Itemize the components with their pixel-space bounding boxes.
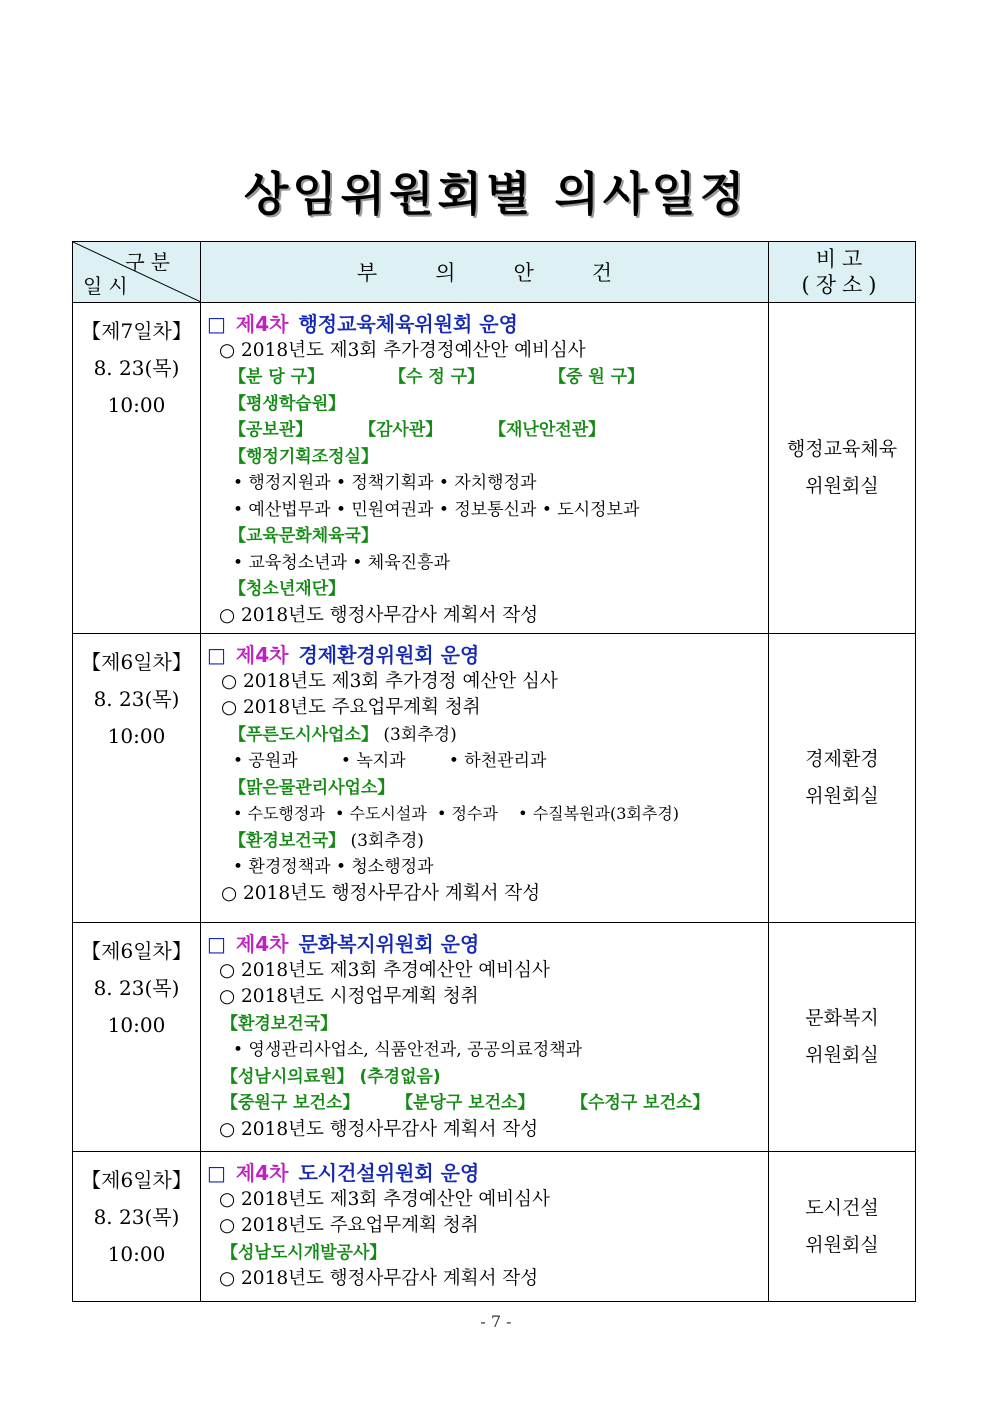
dept-list: • 교육청소년과 • 체육진흥과 xyxy=(233,552,450,573)
header-note: 비고 (장소) xyxy=(769,242,916,303)
agenda-cell xyxy=(201,634,769,923)
agenda-item: ○ 2018년도 제3회 추가경정 예산안 심사 xyxy=(221,670,558,692)
date-cell: 【제7일차】 8. 23(목) 10:00 xyxy=(73,303,201,634)
date-cell: 【제6일차】 8. 23(목) 10:00 xyxy=(73,634,201,923)
place-cell: 문화복지 위원회실 xyxy=(769,923,916,1152)
agenda-cell xyxy=(201,1152,769,1302)
header-agenda: 부의안건 xyxy=(201,242,769,303)
place-cell: 행정교육체육 위원회실 xyxy=(769,303,916,634)
table-row xyxy=(73,303,916,634)
dept-list: • 수도행정과 • 수도시설과 • 정수과 • 수질복원과(3회추경) xyxy=(233,804,680,823)
agenda-item: ○ 2018년도 제3회 추경예산안 예비심사 xyxy=(219,1188,550,1210)
dept-list: • 예산법무과 • 민원여권과 • 정보통신과 • 도시정보과 xyxy=(233,499,640,520)
dept-group: 【행정기획조정실】 xyxy=(229,446,378,467)
dept-group: 【중원구 보건소】 【분당구 보건소】 【수정구 보건소】 xyxy=(221,1093,710,1113)
place-cell: 경제환경 위원회실 xyxy=(769,634,916,923)
place-cell: 도시건설 위원회실 xyxy=(769,1152,916,1302)
dept-list: • 환경정책과 • 청소행정과 xyxy=(233,857,434,877)
dept-group: 【성남도시개발공사】 xyxy=(221,1242,387,1263)
agenda-item: ○ 2018년도 행정사무감사 계획서 작성 xyxy=(219,604,539,626)
agenda-item: ○ 2018년도 시정업무계획 청취 xyxy=(219,986,479,1007)
dept-group: 【환경보건국】 xyxy=(221,1013,338,1034)
dept-list: • 공원과 • 녹지과 • 하천관리과 xyxy=(233,751,547,771)
dept-list: • 영생관리사업소, 식품안전과, 공공의료정책과 xyxy=(233,1040,583,1060)
dept-group: 【환경보건국】 (3회추경) xyxy=(229,830,424,851)
dept-group: 【분 당 구】 【수 정 구】 【중 원 구】 xyxy=(229,367,645,387)
agenda-cell xyxy=(201,303,769,634)
date-cell: 【제6일차】 8. 23(목) 10:00 xyxy=(73,923,201,1152)
header-corner-cell xyxy=(73,242,201,303)
header-category: 구분 xyxy=(125,250,176,274)
committee-heading: □ 제4차 행정교육체육위원회 운영 xyxy=(207,312,518,336)
page-number: - 7 - xyxy=(480,1312,512,1331)
committee-heading: □ 제4차 경제환경위원회 운영 xyxy=(207,643,480,667)
agenda-item: ○ 2018년도 제3회 추가경정예산안 예비심사 xyxy=(219,339,586,361)
page-title: 상임위원회별 의사일정 xyxy=(243,167,749,221)
agenda-item: ○ 2018년도 주요업무계획 청취 xyxy=(221,697,481,718)
committee-heading: □ 제4차 문화복지위원회 운영 xyxy=(207,932,480,956)
dept-list: • 행정지원과 • 정책기획과 • 자치행정과 xyxy=(233,473,537,493)
dept-group: 【평생학습원】 xyxy=(229,393,346,414)
committee-heading: □ 제4차 도시건설위원회 운영 xyxy=(207,1161,480,1185)
agenda-cell xyxy=(201,923,769,1152)
dept-group: 【푸른도시사업소】 (3회추경) xyxy=(229,724,457,745)
header-datetime: 일시 xyxy=(83,274,134,298)
agenda-item: ○ 2018년도 제3회 추경예산안 예비심사 xyxy=(219,959,550,981)
dept-group: 【맑은물관리사업소】 xyxy=(229,777,395,798)
schedule-table xyxy=(72,241,916,1302)
agenda-item: ○ 2018년도 행정사무감사 계획서 작성 xyxy=(219,1118,539,1140)
agenda-item: ○ 2018년도 주요업무계획 청취 xyxy=(219,1215,479,1236)
date-cell: 【제6일차】 8. 23(목) 10:00 xyxy=(73,1152,201,1302)
table-row xyxy=(73,1152,916,1302)
dept-group: 【교육문화체육국】 xyxy=(229,526,378,546)
dept-group: 【공보관】 【감사관】 【재난안전관】 xyxy=(229,420,606,440)
dept-group: 【성남시의료원】 (추경없음) xyxy=(221,1066,441,1087)
dept-group: 【청소년재단】 xyxy=(229,579,346,599)
table-header-row xyxy=(73,242,916,303)
table-row xyxy=(73,923,916,1152)
table-row xyxy=(73,634,916,923)
agenda-item: ○ 2018년도 행정사무감사 계획서 작성 xyxy=(221,882,541,904)
agenda-item: ○ 2018년도 행정사무감사 계획서 작성 xyxy=(219,1268,539,1289)
